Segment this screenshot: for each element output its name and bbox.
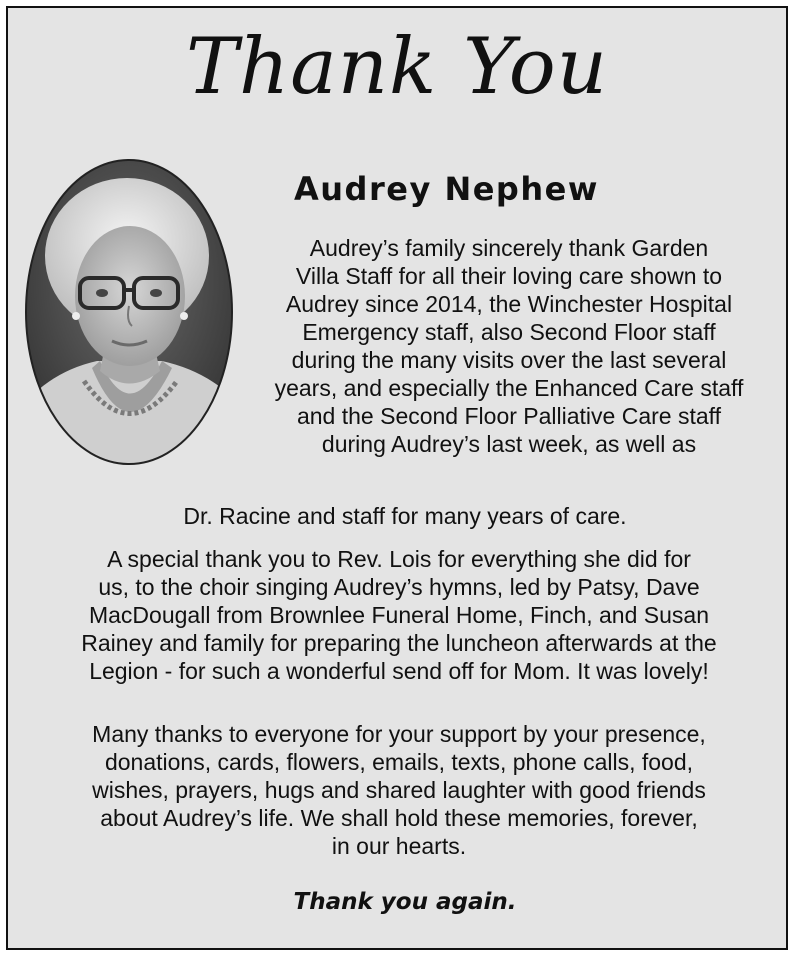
text-line: Audrey since 2014, the Winchester Hospital <box>285 291 733 317</box>
portrait-photo <box>22 156 236 468</box>
text-line: and the Second Floor Palliative Care staff <box>296 403 722 429</box>
text-line: Villa Staff for all their loving care shown to <box>295 263 723 289</box>
paragraph-care-staff-end: Dr. Racine and staff for many years of care. <box>183 503 627 529</box>
text-line: us, to the choir singing Audrey’s hymns, led by Patsy, Dave <box>98 574 700 600</box>
text-line: in our hearts. <box>331 833 467 859</box>
text-line: MacDougall from Brownlee Funeral Home, Finch, and Susan <box>88 602 709 628</box>
text-line: Legion - for such a wonderful send off for Mom. It was lovely! <box>89 658 709 684</box>
text-line: wishes, prayers, hugs and shared laughter with good friends <box>92 777 706 803</box>
paragraph-care-staff <box>244 234 774 458</box>
text-line: during Audrey’s last week, as well as <box>321 431 697 457</box>
notice-heading: Thank You <box>186 22 608 112</box>
text-line: Many thanks to everyone for your support by your presence, <box>92 721 706 747</box>
text-line: Rainey and family for preparing the luncheon afterwards at the <box>81 630 717 656</box>
person-name: Audrey Nephew <box>294 170 599 208</box>
thank-you-notice <box>6 6 788 950</box>
text-line: Audrey’s family sincerely thank Garden <box>309 235 709 261</box>
paragraph-special-thanks <box>28 545 770 685</box>
paragraph-many-thanks <box>28 720 770 860</box>
text-line: during the many visits over the last several <box>291 347 727 373</box>
text-line: donations, cards, flowers, emails, texts, phone calls, food, <box>104 749 694 775</box>
text-line: about Audrey’s life. We shall hold these memories, forever, <box>100 805 698 831</box>
text-line: years, and especially the Enhanced Care staff <box>274 375 744 401</box>
closing-line: Thank you again. <box>293 889 517 915</box>
text-line: Emergency staff, also Second Floor staff <box>302 319 716 345</box>
text-line: A special thank you to Rev. Lois for everything she did for <box>107 546 691 572</box>
